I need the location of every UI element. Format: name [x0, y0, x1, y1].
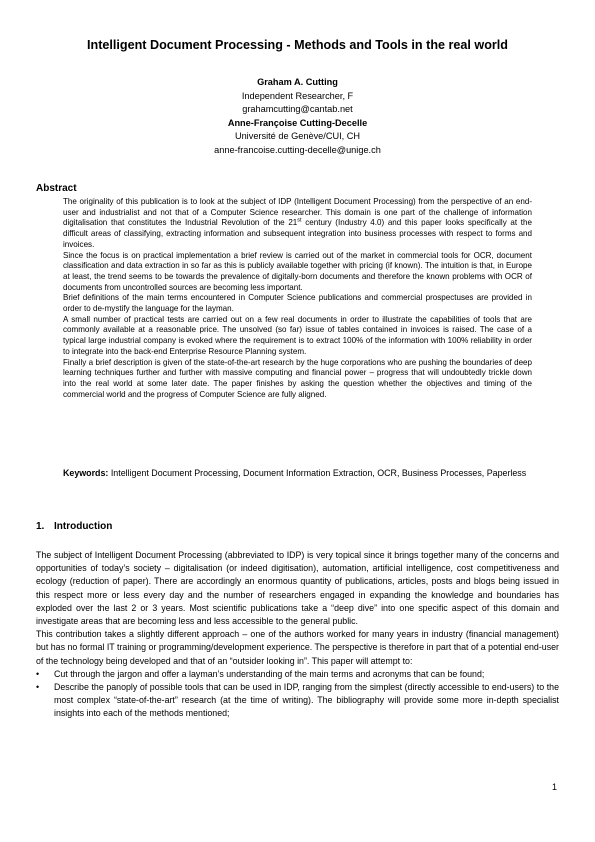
abstract-paragraph: Since the focus is on practical implementation a brief review is carried out of the market in commercial tools for OCR, document classification and data extraction in so far as this is publicly available together with pricing (if known). The intuition is that, in Europe at least, the trend seems to be towards the prevalence of digitally-born documents and therefore the known problems with OCR of documents from uncontrolled sources are becoming less important. [63, 250, 532, 292]
list-item-text: Describe the panoply of possible tools that can be used in IDP, ranging from the simplest (directly accessible to end-users) to the most complex “state-of-the-art” research (at the time of writing). The bibliography will provide some more in-depth specialist insights into each of the methods mentioned; [54, 682, 559, 719]
author-name: Anne-Françoise Cutting-Decelle [227, 117, 368, 128]
author-block [0, 76, 595, 157]
bullet-list [36, 668, 559, 721]
author-affiliation: Université de Genève/CUI, CH [234, 131, 361, 141]
keywords-text: Intelligent Document Processing, Document Information Extraction, OCR, Business Processes, Paperless [110, 468, 527, 478]
intro-paragraph: The subject of Intelligent Document Processing (abbreviated to IDP) is very topical since it brings together many of the concerns and opportunities of today’s society – digitalisation (or indeed digitisation), automation, artificial intelligence, cost competitiveness and ecology (reduction of paper). There are accordingly an enormous quantity of publications, articles, posts and blogs being issued in this respect more or less every day and the number of researchers engaged in expanding the knowledge and boundaries has exploded over the last 2 or 3 years. Most scientific publications take a “deep dive” into one specific aspect of this domain and investigate areas that are becoming less and less accessible to the general public. [36, 550, 559, 627]
bullet-icon: • [36, 682, 40, 693]
list-item-text: Cut through the jargon and offer a layman’s understanding of the main terms and acronyms that can be found; [54, 668, 485, 679]
abstract-text: The originality of this publication is to look at the subject of IDP (Intelligent Document Processing) from the perspective of an end-user and industrialist and not that of a Computer Science researcher. This domain is one part of the challenge of information digitalisation that constitutes the Industrial Revolution of the 21 [63, 197, 532, 228]
abstract-paragraph: Finally a brief description is given of the state-of-the-art research by the huge corporations who are pushing the boundaries of deep learning techniques further and further with massive computing and financial power – progress that will undoubtedly trickle down into the real world at some later date. The paper finishes by asking the question whether the objectives and timing of the commercial world and the progress of Computer Science are fully aligned. [63, 357, 532, 399]
author-name: Graham A. Cutting [257, 77, 338, 87]
author-affiliation: Independent Researcher, F [241, 90, 354, 101]
superscript: st [297, 217, 302, 224]
abstract-paragraph [63, 197, 532, 251]
abstract-paragraph: Brief definitions of the main terms encountered in Computer Science publications and commercial prospectuses are provided in order to de-mystify the language for the layman. [63, 293, 532, 314]
page-number: 1 [552, 782, 558, 792]
list-item [36, 668, 559, 681]
section-number: 1. [36, 521, 45, 532]
bullet-icon: • [36, 668, 40, 679]
section-title: Introduction [54, 521, 113, 532]
abstract-heading: Abstract [36, 183, 77, 194]
paper-title: Intelligent Document Processing - Methods and Tools in the real world [87, 38, 508, 52]
section-heading [36, 521, 112, 532]
keywords [63, 467, 532, 480]
abstract-body [63, 197, 532, 400]
introduction-body [36, 549, 559, 721]
intro-paragraph: This contribution takes a slightly different approach – one of the authors worked for many years in industry (financial management) but has no formal IT training or programming/development experience. The perspective is therefore in part that of a potential end-user of the technology being developed and that of an “outsider looking in”. This paper will attempt to: [36, 629, 559, 666]
keywords-label: Keywords: [63, 468, 109, 478]
abstract-text: century (Industry 4.0) and this paper looks specifically at the difficult areas of classifying, extracting information and subsequent integration into business processes with respect to forms and invoices. [63, 218, 532, 249]
list-item [36, 681, 559, 721]
abstract-paragraph: A small number of practical tests are carried out on a few real documents in order to illustrate the capabilities of tools that are commonly available at a reasonable price. The unsolved (so far) issue of tables contained in invoices is raised. The case of a typical large industrial company is evoked where the requirement is to extract 100% of the information with 100% reliability in order to integrate into the back-end Enterprise Resource Planning system. [63, 314, 532, 356]
author-email: grahamcutting@cantab.net [242, 104, 353, 114]
author-email: anne-francoise.cutting-decelle@unige.ch [214, 144, 381, 155]
